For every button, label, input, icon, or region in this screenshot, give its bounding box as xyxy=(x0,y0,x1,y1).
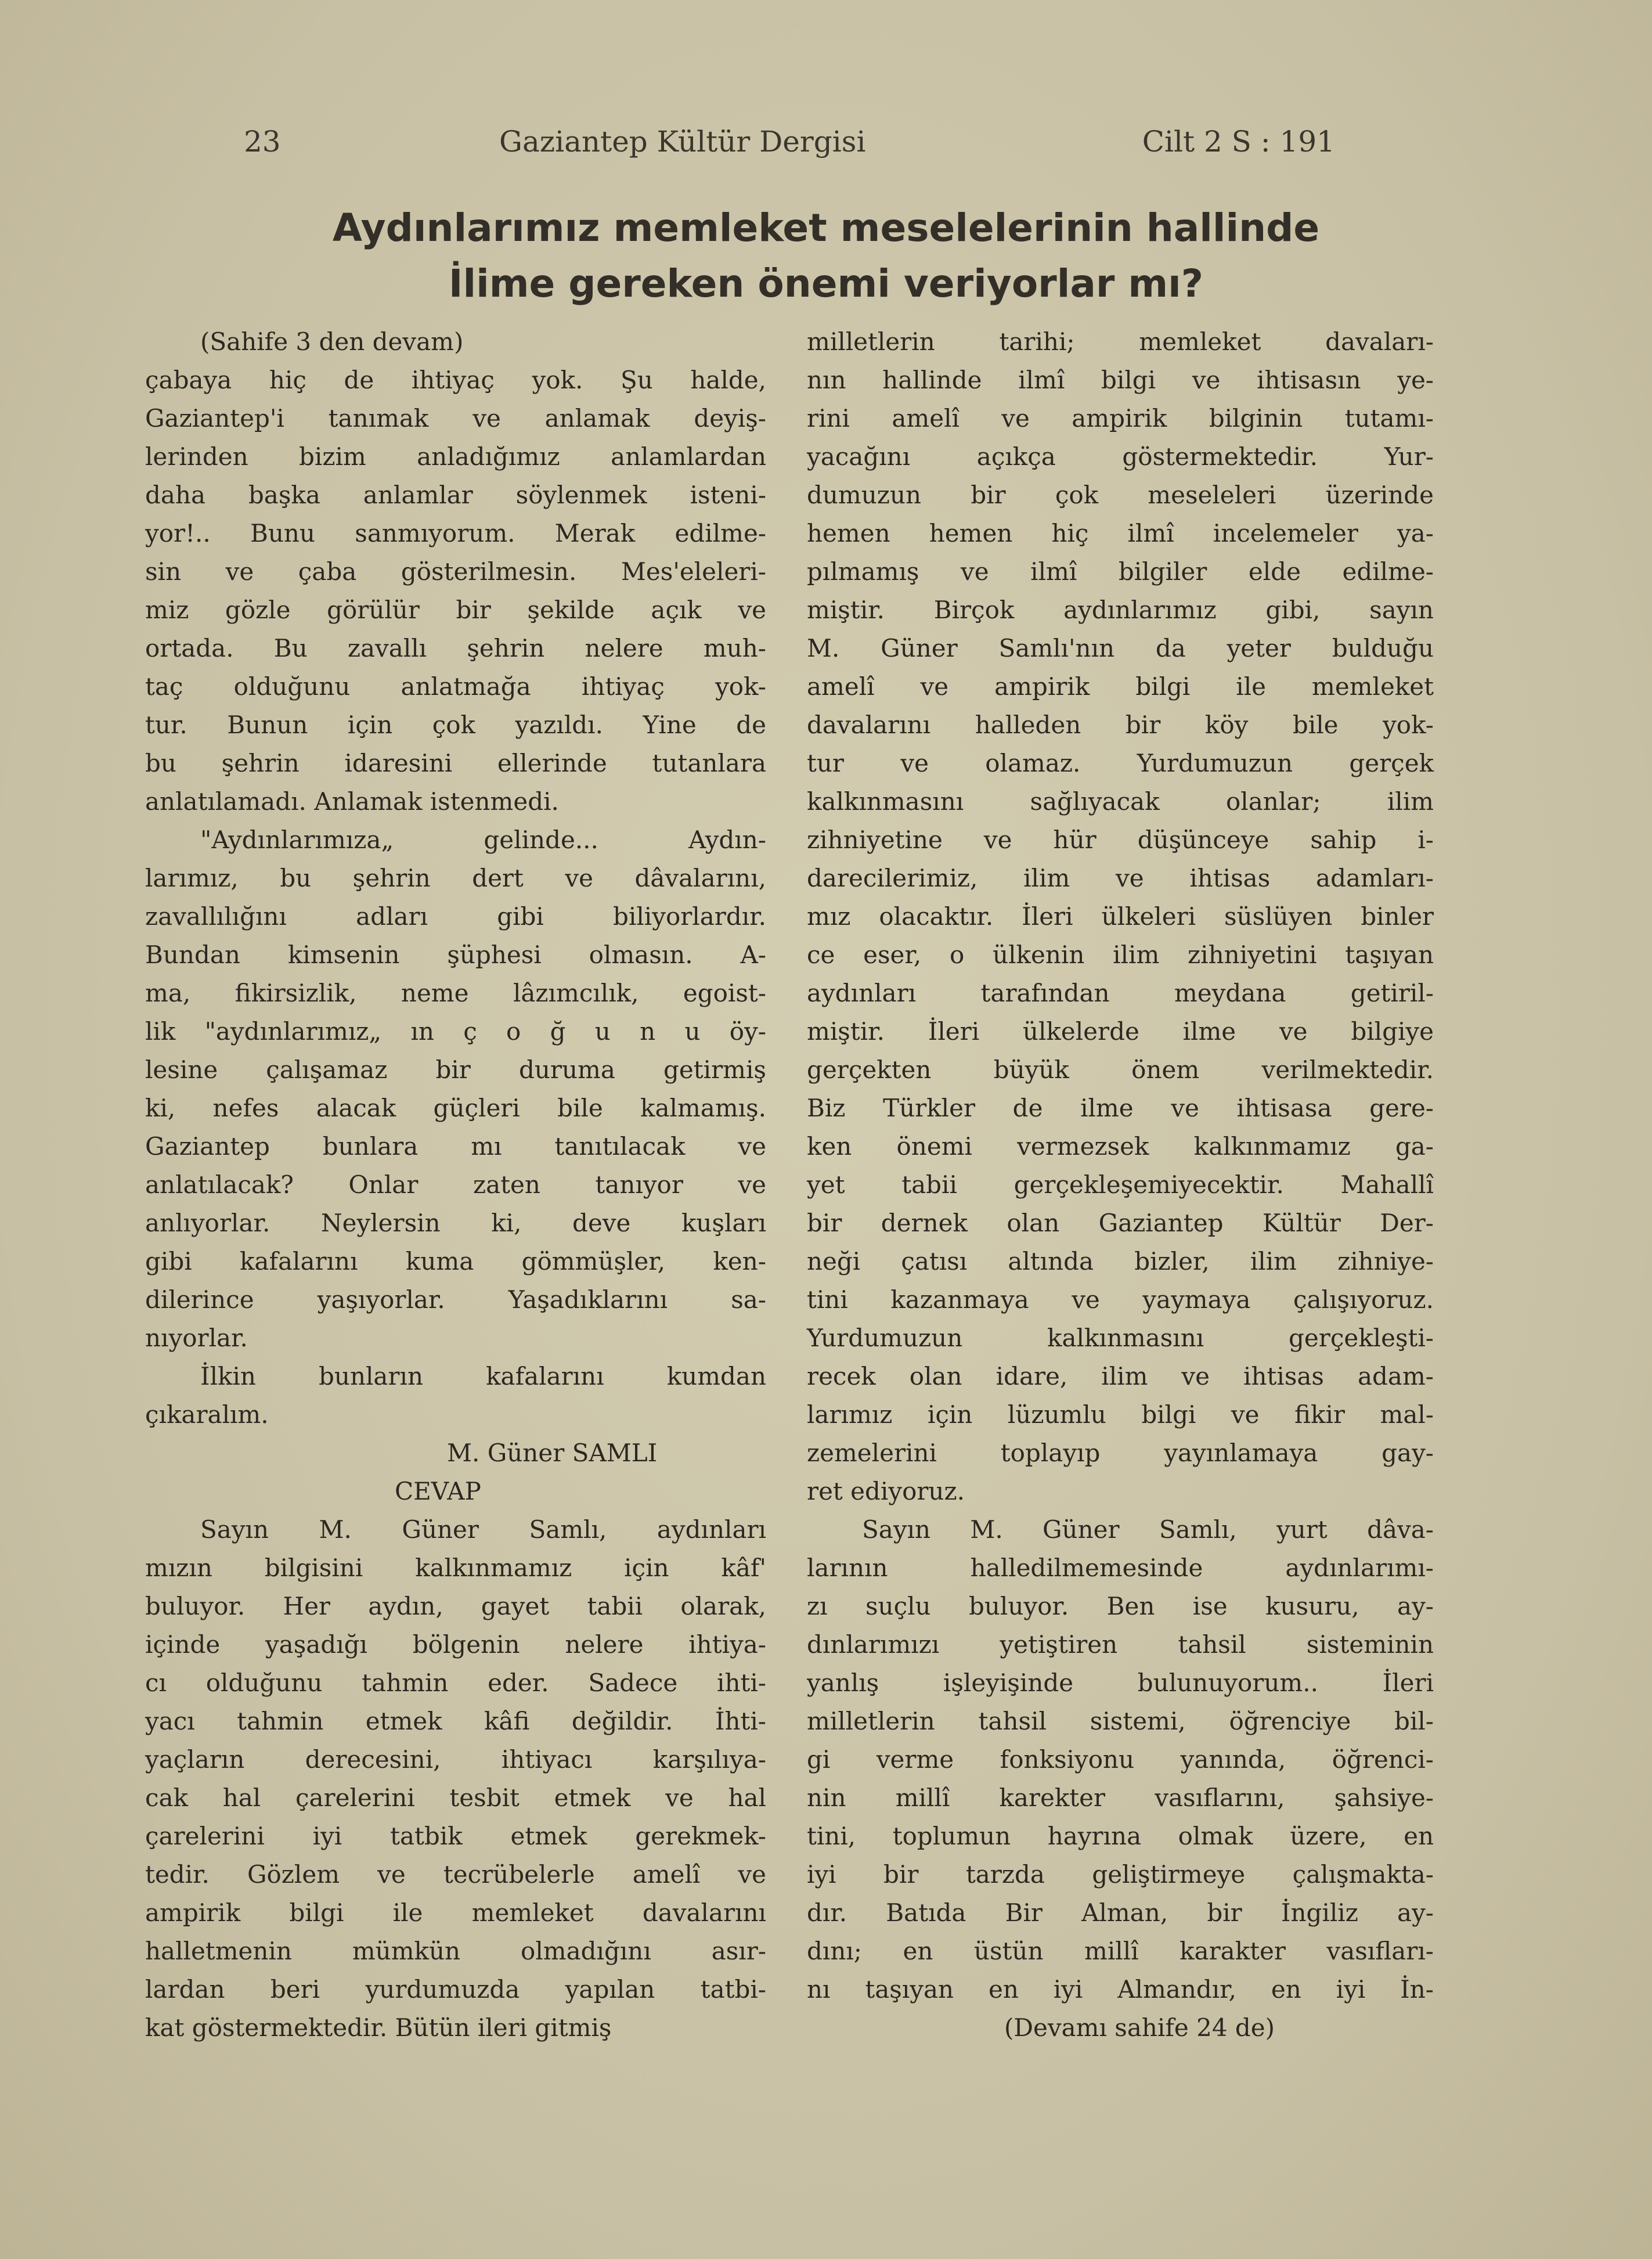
right-column-line: Sayın M. Güner Samlı, yurt dâva- xyxy=(862,1515,1434,1544)
left-column-line: cı olduğunu tahmin eder. Sadece ihti- xyxy=(145,1669,766,1697)
right-column-line: dını; en üstün millî karakter vasıfları- xyxy=(807,1937,1434,1965)
right-column-line: Biz Türkler de ilme ve ihtisasa gere- xyxy=(807,1094,1434,1122)
left-column-line: bu şehrin idaresini ellerinde tutanlara xyxy=(145,749,766,777)
journal-name: Gaziantep Kültür Dergisi xyxy=(499,125,866,158)
right-column-line: davalarını halleden bir köy bile yok- xyxy=(807,711,1434,739)
right-column-line: miştir. İleri ülkelerde ilme ve bilgiye xyxy=(807,1017,1434,1046)
right-column-line: dumuzun bir çok meseleleri üzerinde xyxy=(807,481,1434,509)
page-header xyxy=(244,125,1335,171)
right-column-line: tini, toplumun hayrına olmak üzere, en xyxy=(807,1822,1434,1850)
left-column-line: kat göstermektedir. Bütün ileri gitmiş xyxy=(145,2013,612,2042)
right-column-line: Yurdumuzun kalkınmasını gerçekleşti- xyxy=(807,1324,1434,1352)
left-column-line: içinde yaşadığı bölgenin nelere ihtiya- xyxy=(145,1630,766,1659)
right-column-line: nın hallinde ilmî bilgi ve ihtisasın ye- xyxy=(807,366,1434,394)
right-column-line: ken önemi vermezsek kalkınmamız ga- xyxy=(807,1132,1434,1161)
right-column-line: yanlış işleyişinde bulunuyorum.. İleri xyxy=(807,1669,1434,1697)
right-column-line: gi verme fonksiyonu yanında, öğrenci- xyxy=(807,1745,1434,1774)
right-column-line: aydınları tarafından meydana getiril- xyxy=(807,979,1434,1007)
left-column-line: lerinden bizim anladığımız anlamlardan xyxy=(145,442,766,471)
right-column-line: larının halledilmemesinde aydınlarımı- xyxy=(807,1554,1434,1582)
article-title-line-1: Aydınlarımız memleket meselelerinin hallinde xyxy=(332,206,1320,250)
left-column-line: "Aydınlarımıza„ gelinde... Aydın- xyxy=(200,826,766,854)
left-column-line: zavallılığını adları gibi biliyorlardır. xyxy=(145,902,766,931)
left-column-line: halletmenin mümkün olmadığını asır- xyxy=(145,1937,766,1965)
right-column-line: bir dernek olan Gaziantep Kültür Der- xyxy=(807,1209,1434,1237)
left-column-line: lik "aydınlarımız„ ın ç o ğ u n u öy- xyxy=(145,1017,766,1046)
left-column-line: daha başka anlamlar söylenmek isteni- xyxy=(145,481,766,509)
left-column-line: ortada. Bu zavallı şehrin nelere muh- xyxy=(145,634,766,662)
left-column-line: Bundan kimsenin şüphesi olmasın. A- xyxy=(145,941,766,969)
right-column-line: iyi bir tarzda geliştirmeye çalışmakta- xyxy=(807,1860,1434,1889)
left-column-line: ampirik bilgi ile memleket davalarını xyxy=(145,1898,766,1927)
right-column-line: ret ediyoruz. xyxy=(807,1477,965,1505)
right-column-line: mız olacaktır. İleri ülkeleri süslüyen binler xyxy=(807,902,1434,931)
left-column-line: tur. Bunun için çok yazıldı. Yine de xyxy=(145,711,766,739)
left-column-line: anlatılacak? Onlar zaten tanıyor ve xyxy=(145,1170,766,1199)
left-column-line: Gaziantep bunlara mı tanıtılacak ve xyxy=(145,1132,766,1161)
right-column-line: nin millî karekter vasıflarını, şahsiye- xyxy=(807,1784,1434,1812)
right-column-line: nı taşıyan en iyi Almandır, en iyi İn- xyxy=(807,1975,1434,2004)
right-column-line: zihniyetine ve hür düşünceye sahip i- xyxy=(807,826,1434,854)
right-column-line: dır. Batıda Bir Alman, bir İngiliz ay- xyxy=(807,1898,1434,1927)
left-column-line: mızın bilgisini kalkınmamız için kâf' xyxy=(145,1554,766,1582)
right-column-line: M. Güner Samlı'nın da yeter bulduğu xyxy=(807,634,1434,662)
left-column-line: lesine çalışamaz bir duruma getirmiş xyxy=(145,1055,766,1084)
right-column-line: neği çatısı altında bizler, ilim zihniye- xyxy=(807,1247,1434,1276)
right-column-line: zemelerini toplayıp yayınlamaya gay- xyxy=(807,1439,1434,1467)
left-column-line: tedir. Gözlem ve tecrübelerle amelî ve xyxy=(145,1860,766,1889)
left-column-line: dilerince yaşıyorlar. Yaşadıklarını sa- xyxy=(145,1285,766,1314)
right-column xyxy=(807,323,1434,2047)
right-column-line: yacağını açıkça göstermektedir. Yur- xyxy=(807,442,1434,471)
right-column-line: miştir. Birçok aydınlarımız gibi, sayın xyxy=(807,596,1434,624)
right-column-line: ce eser, o ülkenin ilim zihniyetini taşıyan xyxy=(807,941,1434,969)
right-column-line: darecilerimiz, ilim ve ihtisas adamları- xyxy=(807,864,1434,892)
left-column-line: çarelerini iyi tatbik etmek gerekmek- xyxy=(145,1822,766,1850)
left-column-line: Sayın M. Güner Samlı, aydınları xyxy=(200,1515,766,1544)
left-column-line: yaçların derecesini, ihtiyacı karşılıya- xyxy=(145,1745,766,1774)
left-column-line: Gaziantep'i tanımak ve anlamak deyiş- xyxy=(145,404,766,433)
right-column-line: milletlerin tahsil sistemi, öğrenciye bil- xyxy=(807,1707,1434,1735)
left-column-line: yacı tahmin etmek kâfi değildir. İhti- xyxy=(145,1707,766,1735)
article-title xyxy=(174,200,1478,312)
right-column-line: dınlarımızı yetiştiren tahsil sisteminin xyxy=(807,1630,1434,1659)
right-column-line: tur ve olamaz. Yurdumuzun gerçek xyxy=(807,749,1434,777)
right-column-line: gerçekten büyük önem verilmektedir. xyxy=(807,1055,1434,1084)
volume-info: Cilt 2 S : 191 xyxy=(1142,125,1335,158)
right-column-line: larımız için lüzumlu bilgi ve fikir mal- xyxy=(807,1400,1434,1429)
left-column-line: nıyorlar. xyxy=(145,1324,248,1352)
left-column-line: anlıyorlar. Neylersin ki, deve kuşları xyxy=(145,1209,766,1237)
left-column-line: yor!.. Bunu sanmıyorum. Merak edilme- xyxy=(145,519,766,547)
left-column-line: (Sahife 3 den devam) xyxy=(200,327,464,356)
left-column-line: larımız, bu şehrin dert ve dâvalarını, xyxy=(145,864,766,892)
left-column-line: lardan beri yurdumuzda yapılan tatbi- xyxy=(145,1975,766,2004)
right-column-line: hemen hemen hiç ilmî incelemeler ya- xyxy=(807,519,1434,547)
left-column-line: CEVAP xyxy=(395,1477,481,1505)
left-column-line: gibi kafalarını kuma gömmüşler, ken- xyxy=(145,1247,766,1276)
right-column-line: rini amelî ve ampirik bilginin tutamı- xyxy=(807,404,1434,433)
left-column-line: çıkaralım. xyxy=(145,1400,269,1429)
left-column-line: miz gözle görülür bir şekilde açık ve xyxy=(145,596,766,624)
left-column-line: ma, fikirsizlik, neme lâzımcılık, egoist- xyxy=(145,979,766,1007)
left-column-line: sin ve çaba gösterilmesin. Mes'eleleri- xyxy=(145,557,766,586)
right-column-line: kalkınmasını sağlıyacak olanlar; ilim xyxy=(807,787,1434,816)
left-column-line: İlkin bunların kafalarını kumdan xyxy=(200,1362,766,1390)
right-column-line: zı suçlu buluyor. Ben ise kusuru, ay- xyxy=(807,1592,1434,1620)
left-column-line: M. Güner SAMLI xyxy=(447,1439,658,1467)
page-number: 23 xyxy=(244,125,281,158)
left-column-line: çabaya hiç de ihtiyaç yok. Şu halde, xyxy=(145,366,766,394)
left-column-line: cak hal çarelerini tesbit etmek ve hal xyxy=(145,1784,766,1812)
article-title-line-2: İlime gereken önemi veriyorlar mı? xyxy=(448,261,1204,306)
right-column-line: tini kazanmaya ve yaymaya çalışıyoruz. xyxy=(807,1285,1434,1314)
left-column-line: taç olduğunu anlatmağa ihtiyaç yok- xyxy=(145,672,766,701)
right-column-line: pılmamış ve ilmî bilgiler elde edilme- xyxy=(807,557,1434,586)
right-column-line: recek olan idare, ilim ve ihtisas adam- xyxy=(807,1362,1434,1390)
right-column-line: (Devamı sahife 24 de) xyxy=(1004,2013,1275,2042)
right-column-line: yet tabii gerçekleşemiyecektir. Mahallî xyxy=(807,1170,1434,1199)
left-column xyxy=(145,323,766,2047)
right-column-line: amelî ve ampirik bilgi ile memleket xyxy=(807,672,1434,701)
left-column-line: buluyor. Her aydın, gayet tabii olarak, xyxy=(145,1592,766,1620)
left-column-line: anlatılamadı. Anlamak istenmedi. xyxy=(145,787,559,816)
left-column-line: ki, nefes alacak güçleri bile kalmamış. xyxy=(145,1094,766,1122)
right-column-line: milletlerin tarihi; memleket davaları- xyxy=(807,327,1434,356)
